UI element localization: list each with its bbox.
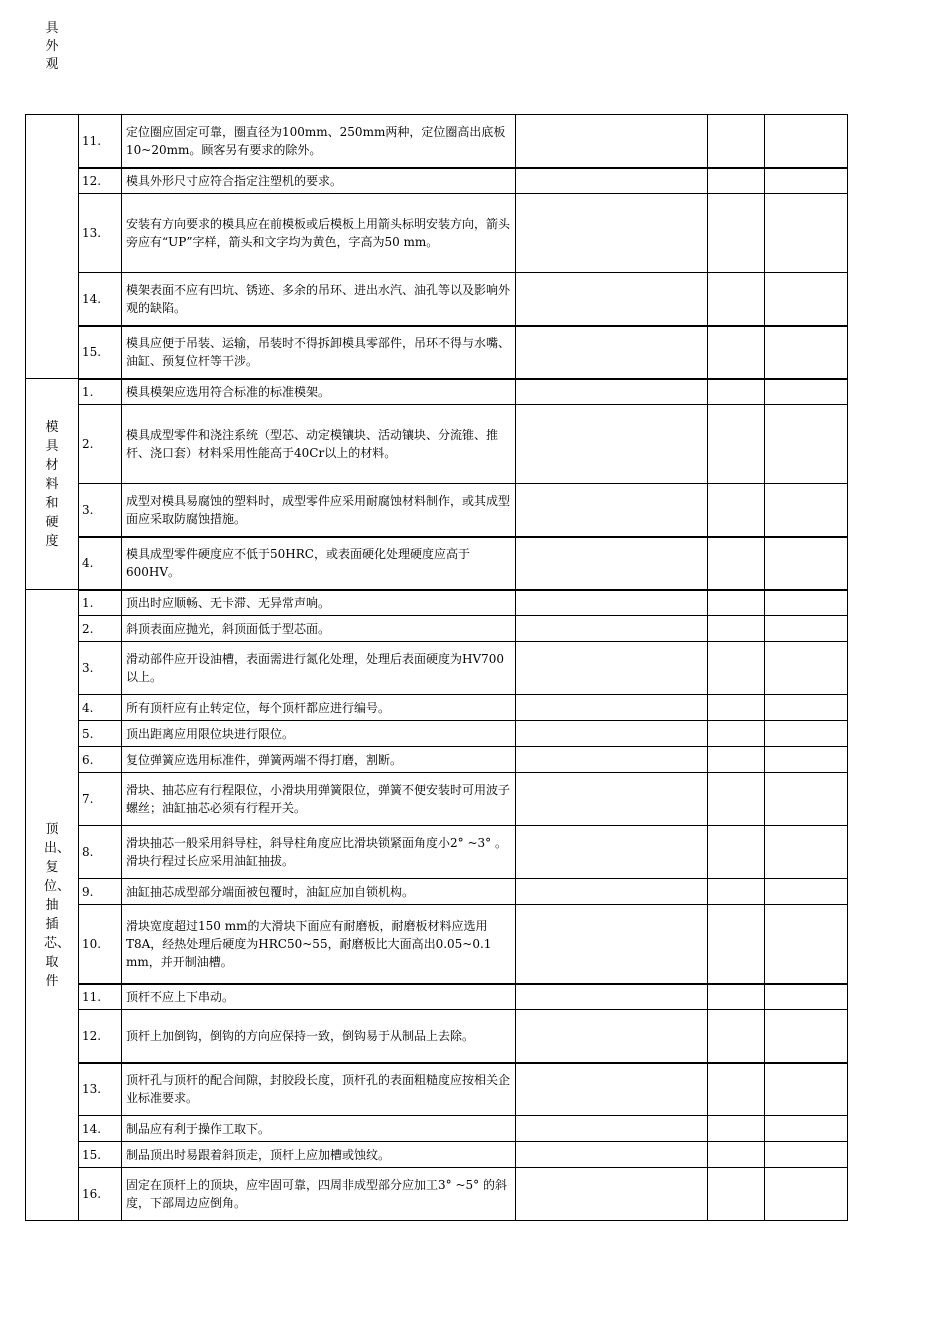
check-cell[interactable]: [708, 642, 765, 695]
result-cell[interactable]: [516, 642, 708, 695]
item-text: 模具外形尺寸应符合指定注塑机的要求。: [122, 168, 516, 194]
item-text: 制品应有利于操作工取下。: [122, 1116, 516, 1142]
item-text: 模具模架应选用符合标准的标准模架。: [122, 379, 516, 405]
check-cell[interactable]: [708, 695, 765, 721]
result-cell[interactable]: [516, 1168, 708, 1221]
result-cell[interactable]: [516, 537, 708, 590]
remark-cell[interactable]: [765, 194, 848, 273]
result-cell[interactable]: [516, 405, 708, 484]
check-cell[interactable]: [708, 168, 765, 194]
result-cell[interactable]: [516, 984, 708, 1010]
check-cell[interactable]: [708, 1168, 765, 1221]
check-cell[interactable]: [708, 273, 765, 326]
check-cell[interactable]: [708, 984, 765, 1010]
item-number: 1.: [79, 590, 122, 616]
item-text: 制品顶出时易跟着斜顶走，顶杆上应加槽或蚀纹。: [122, 1142, 516, 1168]
item-text: 所有顶杆应有止转定位，每个顶杆都应进行编号。: [122, 695, 516, 721]
item-number: 2.: [79, 405, 122, 484]
item-number: 3.: [79, 642, 122, 695]
check-cell[interactable]: [708, 405, 765, 484]
remark-cell[interactable]: [765, 405, 848, 484]
check-cell[interactable]: [708, 1116, 765, 1142]
remark-cell[interactable]: [765, 168, 848, 194]
item-number: 12.: [79, 168, 122, 194]
item-text: 定位圈应固定可靠，圈直径为100mm、250mm两种，定位圈高出底板10~20mm。顾客另有要求的除外。: [122, 115, 516, 168]
result-cell[interactable]: [516, 115, 708, 168]
check-cell[interactable]: [708, 590, 765, 616]
result-cell[interactable]: [516, 695, 708, 721]
item-number: 11.: [79, 115, 122, 168]
result-cell[interactable]: [516, 1063, 708, 1116]
result-cell[interactable]: [516, 590, 708, 616]
check-cell[interactable]: [708, 1142, 765, 1168]
result-cell[interactable]: [516, 273, 708, 326]
check-cell[interactable]: [708, 1063, 765, 1116]
item-number: 7.: [79, 773, 122, 826]
item-text: 顶杆孔与顶杆的配合间隙，封胶段长度，顶杆孔的表面粗糙度应按相关企业标准要求。: [122, 1063, 516, 1116]
item-number: 15.: [79, 1142, 122, 1168]
remark-cell[interactable]: [765, 773, 848, 826]
remark-cell[interactable]: [765, 484, 848, 537]
category-cell: [26, 590, 79, 1221]
item-number: 16.: [79, 1168, 122, 1221]
check-cell[interactable]: [708, 194, 765, 273]
remark-cell[interactable]: [765, 115, 848, 168]
result-cell[interactable]: [516, 1116, 708, 1142]
remark-cell[interactable]: [765, 379, 848, 405]
check-cell[interactable]: [708, 537, 765, 590]
category-cell: [26, 115, 79, 379]
top-category-char: 具: [45, 21, 59, 36]
remark-cell[interactable]: [765, 905, 848, 984]
result-cell[interactable]: [516, 879, 708, 905]
item-number: 14.: [79, 273, 122, 326]
check-cell[interactable]: [708, 326, 765, 379]
checklist-table: [25, 114, 848, 1221]
remark-cell[interactable]: [765, 1168, 848, 1221]
check-cell[interactable]: [708, 826, 765, 879]
item-number: 15.: [79, 326, 122, 379]
remark-cell[interactable]: [765, 590, 848, 616]
item-text: 模具成型零件和浇注系统（型芯、动定模镶块、活动镶块、分流锥、推杆、浇口套）材料采用性能高于40Cr以上的材料。: [122, 405, 516, 484]
item-number: 10.: [79, 905, 122, 984]
item-number: 4.: [79, 537, 122, 590]
remark-cell[interactable]: [765, 747, 848, 773]
item-text: 滑块抽芯一般采用斜导柱，斜导柱角度应比滑块锁紧面角度小2° ~3° 。滑块行程过长应采用油缸抽拔。: [122, 826, 516, 879]
result-cell[interactable]: [516, 194, 708, 273]
remark-cell[interactable]: [765, 1116, 848, 1142]
result-cell[interactable]: [516, 1142, 708, 1168]
item-number: 11.: [79, 984, 122, 1010]
check-cell[interactable]: [708, 879, 765, 905]
remark-cell[interactable]: [765, 879, 848, 905]
item-number: 2.: [79, 616, 122, 642]
item-text: 顶杆上加倒钩，倒钩的方向应保持一致，倒钩易于从制品上去除。: [122, 1010, 516, 1063]
check-cell[interactable]: [708, 1010, 765, 1063]
item-text: 固定在顶杆上的顶块，应牢固可靠，四周非成型部分应加工3° ~5° 的斜度，下部周边应倒角。: [122, 1168, 516, 1221]
item-text: 顶出距离应用限位块进行限位。: [122, 721, 516, 747]
item-number: 4.: [79, 695, 122, 721]
check-cell[interactable]: [708, 379, 765, 405]
item-text: 成型对模具易腐蚀的塑料时，成型零件应采用耐腐蚀材料制作，或其成型面应采取防腐蚀措施。: [122, 484, 516, 537]
check-cell[interactable]: [708, 773, 765, 826]
remark-cell[interactable]: [765, 826, 848, 879]
remark-cell[interactable]: [765, 1142, 848, 1168]
item-number: 9.: [79, 879, 122, 905]
remark-cell[interactable]: [765, 326, 848, 379]
item-number: 6.: [79, 747, 122, 773]
top-category-char: 观: [45, 57, 59, 72]
remark-cell[interactable]: [765, 273, 848, 326]
top-category-label: [40, 20, 64, 74]
check-cell[interactable]: [708, 721, 765, 747]
item-number: 13.: [79, 1063, 122, 1116]
item-text: 顶出时应顺畅、无卡滞、无异常声响。: [122, 590, 516, 616]
check-cell[interactable]: [708, 115, 765, 168]
result-cell[interactable]: [516, 168, 708, 194]
item-number: 5.: [79, 721, 122, 747]
result-cell[interactable]: [516, 773, 708, 826]
top-category-char: 外: [45, 39, 59, 54]
result-cell[interactable]: [516, 484, 708, 537]
category-label: 顶出、复位、抽插芯、取件: [44, 821, 71, 989]
remark-cell[interactable]: [765, 984, 848, 1010]
remark-cell[interactable]: [765, 1063, 848, 1116]
remark-cell[interactable]: [765, 642, 848, 695]
remark-cell[interactable]: [765, 721, 848, 747]
item-text: 模具应便于吊装、运输，吊装时不得拆卸模具零部件，吊环不得与水嘴、油缸、预复位杆等干涉。: [122, 326, 516, 379]
item-text: 模具成型零件硬度应不低于50HRC，或表面硬化处理硬度应高于600HV。: [122, 537, 516, 590]
item-text: 滑块宽度超过150 mm的大滑块下面应有耐磨板，耐磨板材料应选用T8A，经热处理后硬度为HRC50~55，耐磨板比大面高出0.05~0.1 mm，并开制油槽。: [122, 905, 516, 984]
item-number: 3.: [79, 484, 122, 537]
item-text: 安装有方向要求的模具应在前模板或后模板上用箭头标明安装方向，箭头旁应有“UP”字样，箭头和文字均为黄色，字高为50 mm。: [122, 194, 516, 273]
result-cell[interactable]: [516, 1010, 708, 1063]
result-cell[interactable]: [516, 616, 708, 642]
result-cell[interactable]: [516, 379, 708, 405]
result-cell[interactable]: [516, 905, 708, 984]
item-text: 模架表面不应有凹坑、锈迹、多余的吊环、进出水汽、油孔等以及影响外观的缺陷。: [122, 273, 516, 326]
remark-cell[interactable]: [765, 537, 848, 590]
result-cell[interactable]: [516, 721, 708, 747]
item-number: 14.: [79, 1116, 122, 1142]
result-cell[interactable]: [516, 326, 708, 379]
item-number: 1.: [79, 379, 122, 405]
item-text: 复位弹簧应选用标准件，弹簧两端不得打磨，割断。: [122, 747, 516, 773]
result-cell[interactable]: [516, 826, 708, 879]
item-text: 滑块、抽芯应有行程限位，小滑块用弹簧限位，弹簧不便安装时可用波子螺丝；油缸抽芯必须有行程开关。: [122, 773, 516, 826]
category-cell: [26, 379, 79, 590]
item-number: 8.: [79, 826, 122, 879]
check-cell[interactable]: [708, 484, 765, 537]
remark-cell[interactable]: [765, 616, 848, 642]
category-label: 模具材料和硬度: [45, 419, 59, 549]
check-cell[interactable]: [708, 616, 765, 642]
remark-cell[interactable]: [765, 1010, 848, 1063]
remark-cell[interactable]: [765, 695, 848, 721]
item-text: 斜顶表面应抛光，斜顶面低于型芯面。: [122, 616, 516, 642]
item-text: 油缸抽芯成型部分端面被包覆时，油缸应加自锁机构。: [122, 879, 516, 905]
check-cell[interactable]: [708, 905, 765, 984]
item-number: 13.: [79, 194, 122, 273]
item-text: 顶杆不应上下串动。: [122, 984, 516, 1010]
item-number: 12.: [79, 1010, 122, 1063]
check-cell[interactable]: [708, 747, 765, 773]
item-text: 滑动部件应开设油槽，表面需进行氮化处理，处理后表面硬度为HV700以上。: [122, 642, 516, 695]
result-cell[interactable]: [516, 747, 708, 773]
